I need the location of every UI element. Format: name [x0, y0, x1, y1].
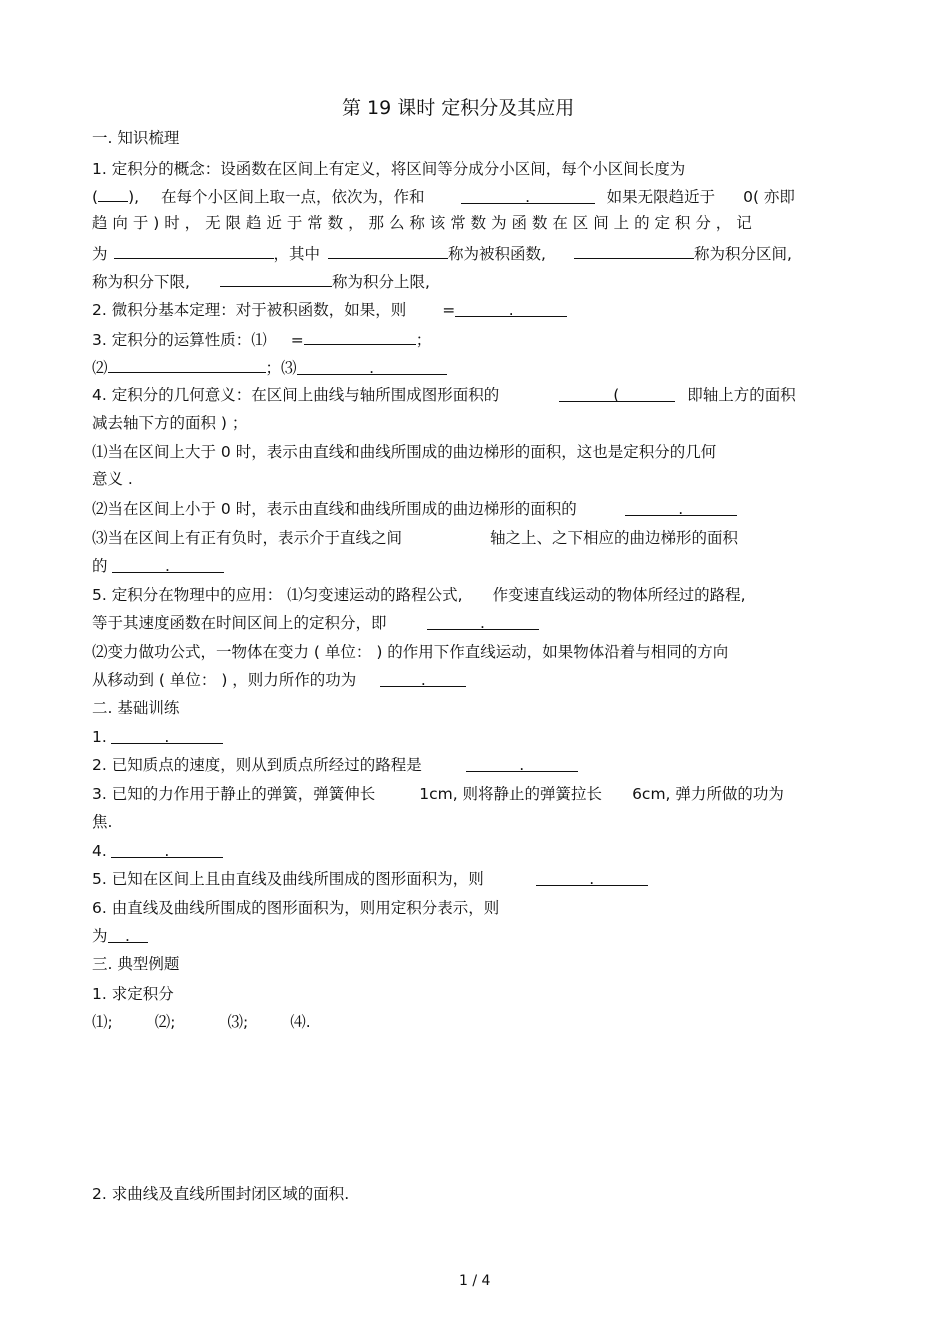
- text-fragment: 2. 已知质点的速度，则从到质点所经过的路程是: [92, 756, 422, 774]
- text-fragment: 6cm, 弹力所做的功为: [632, 785, 784, 803]
- text-fragment: 称为被积函数,: [448, 245, 546, 263]
- blank-line: [466, 755, 578, 772]
- blank-line: [328, 242, 448, 259]
- text-line: [92, 328, 431, 350]
- text-fragment: ⑵当在区间上小于 0 时，表示由直线和曲线所围成的曲边梯形的面积的: [92, 500, 577, 518]
- text-fragment: 等于其速度函数在时间区间上的定积分，即: [92, 614, 387, 632]
- text-fragment: =: [290, 331, 304, 349]
- text-line: 意义 .: [92, 470, 133, 488]
- blank-line: [559, 385, 675, 402]
- text-line: 1. 定积分的概念：设函数在区间上有定义，将区间等分成分小区间，每个小区间长度为: [92, 160, 686, 178]
- blank-mark: .: [589, 870, 595, 888]
- text-fragment: 为: [92, 245, 108, 263]
- text-fragment: 称为积分下限,: [92, 273, 190, 291]
- text-line: [92, 356, 447, 378]
- blank-line: [111, 841, 223, 858]
- blank-mark: (: [613, 386, 620, 404]
- text-fragment: 1.: [92, 728, 107, 746]
- exercise-line: [92, 727, 223, 747]
- blank-mark: .: [480, 614, 485, 632]
- exercise-line: [92, 926, 148, 946]
- blank-line: [427, 613, 539, 630]
- blank-line: [112, 556, 224, 573]
- text-fragment: 为: [92, 927, 108, 945]
- text-fragment: 5. 定积分在物理中的应用： ⑴匀变速运动的路程公式,: [92, 586, 463, 604]
- blank-line: [625, 499, 737, 516]
- page-number: 1 / 4: [459, 1273, 491, 1289]
- text-fragment: 1cm, 则将静止的弹簧拉长: [419, 785, 603, 803]
- text-line: [92, 556, 224, 576]
- blank-mark: .: [165, 557, 170, 575]
- blank-line: [461, 187, 595, 204]
- exercise-line: [92, 869, 648, 889]
- text-line: [92, 585, 746, 605]
- text-fragment: 的: [92, 557, 108, 575]
- text-fragment: ⑵: [92, 359, 108, 377]
- example-parts: [92, 1012, 311, 1032]
- part-label: ⑶;: [227, 1013, 249, 1031]
- blank-line: [455, 300, 567, 317]
- blank-line: [297, 358, 447, 375]
- example-line: 1. 求定积分: [92, 985, 174, 1003]
- blank-mark: .: [678, 500, 684, 518]
- text-fragment: 即轴上方的面积: [687, 386, 796, 404]
- blank-line: [111, 727, 223, 744]
- text-line: 趋 向 于 ) 时 ， 无 限 趋 近 于 常 数 ， 那 么 称 该 常 数 为 函 数 在 区 间 上 的 定 积 分 ， 记: [92, 214, 752, 232]
- section-heading-examples: 三. 典型例题: [92, 955, 180, 973]
- text-fragment: 称为积分上限,: [331, 273, 430, 291]
- part-label: ⑵;: [154, 1013, 176, 1031]
- text-fragment: 称为积分区间,: [693, 245, 792, 263]
- exercise-line: [92, 755, 578, 775]
- text-fragment: 3. 已知的力作用于静止的弹簧，弹簧伸长: [92, 785, 376, 803]
- exercise-line: 6. 由直线及曲线所围成的图形面积为，则用定积分表示，则: [92, 899, 500, 917]
- text-fragment: (: [92, 188, 99, 206]
- text-fragment: 4. 定积分的几何意义：在区间上曲线与轴所围成图形面积的: [92, 386, 500, 404]
- text-fragment: ，其中: [273, 245, 321, 263]
- blank-mark: .: [525, 188, 531, 206]
- text-fragment: 5. 已知在区间上且由直线及曲线所围成的图形面积为，则: [92, 870, 484, 888]
- text-fragment: 从移动到 ( 单位： ) ，则力所作的功为: [92, 671, 357, 689]
- text-fragment: ⑶当在区间上有正有负时，表示介于直线之间: [92, 529, 403, 547]
- exercise-line: [92, 784, 784, 804]
- text-line: [92, 613, 539, 633]
- blank-mark: .: [369, 359, 374, 377]
- text-fragment: ；: [415, 331, 432, 349]
- text-line: [92, 670, 466, 690]
- blank-line: [108, 926, 148, 943]
- text-fragment: 作变速直线运动的物体所经过的路程,: [492, 586, 746, 604]
- blank-line: [536, 869, 648, 886]
- text-line: [92, 499, 737, 519]
- text-fragment: ；⑶: [265, 359, 297, 377]
- text-fragment: 在每个小区间上取一点，依次为，作和: [161, 188, 425, 206]
- blank-mark: .: [519, 756, 525, 774]
- text-fragment: 如果无限趋近于: [606, 188, 716, 206]
- page-title: 第 19 课时 定积分及其应用: [342, 97, 575, 119]
- text-fragment: 4.: [92, 842, 107, 860]
- blank-mark: .: [164, 842, 170, 860]
- text-fragment: 0( 亦即: [743, 188, 795, 206]
- text-line: [92, 242, 792, 264]
- part-label: ⑷.: [290, 1013, 311, 1031]
- blank-mark: .: [125, 927, 130, 945]
- text-line: 减去轴下方的面积 ) ；: [92, 414, 248, 432]
- blank-line: [304, 328, 416, 345]
- text-fragment: =: [442, 301, 456, 319]
- text-line: [92, 270, 430, 292]
- blank-line: [108, 356, 266, 373]
- blank-line: [220, 270, 332, 287]
- section-heading-knowledge: 一. 知识梳理: [92, 129, 180, 147]
- part-label: ⑴;: [92, 1013, 113, 1031]
- text-line: ⑴当在区间上大于 0 时，表示由直线和曲线所围成的曲边梯形的面积，这也是定积分的几何: [92, 443, 717, 461]
- blank-mark: .: [164, 728, 170, 746]
- text-line: ⑵变力做功公式，一物体在变力 ( 单位： ) 的作用下作直线运动，如果物体沿着与相同的方向: [92, 643, 729, 661]
- exercise-line: 焦.: [92, 813, 113, 831]
- exercise-line: [92, 841, 223, 861]
- text-fragment: 2. 微积分基本定理：对于被积函数，如果，则: [92, 301, 407, 319]
- blank-mark: .: [508, 301, 514, 319]
- text-fragment: ),: [128, 188, 140, 206]
- text-line: [92, 385, 796, 405]
- blank-line: [114, 242, 274, 259]
- blank-line: [574, 242, 694, 259]
- blank-mark: .: [420, 671, 426, 689]
- text-line: [92, 185, 795, 207]
- text-line: [92, 300, 567, 320]
- blank-line: [98, 185, 128, 202]
- text-line: [92, 528, 738, 548]
- section-heading-basic-training: 二. 基础训练: [92, 699, 180, 717]
- text-fragment: 3. 定积分的运算性质：⑴: [92, 331, 267, 349]
- text-fragment: 轴之上、之下相应的曲边梯形的面积: [490, 529, 739, 547]
- example-line: 2. 求曲线及直线所围封闭区域的面积.: [92, 1185, 350, 1203]
- blank-line: [380, 670, 466, 687]
